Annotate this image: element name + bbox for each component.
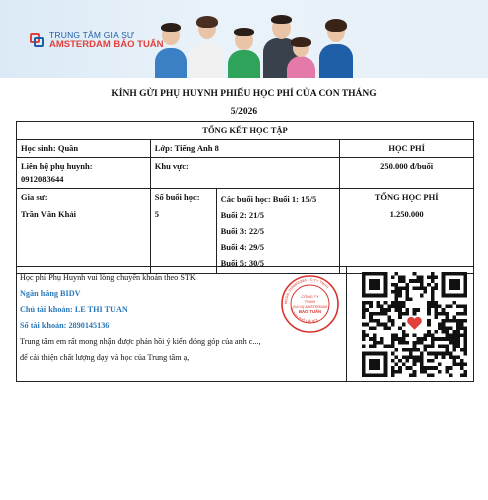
stamp-line-1: CÔNG TY [301,295,319,299]
account-number: Số tài khoản: 2890145136 [20,321,110,330]
fee-header: HỌC PHÍ [340,140,474,158]
session-date: Buổi 2: 21/5 [220,210,265,220]
total-value: 1.250.000 [389,209,424,219]
logo-line-1: TRUNG TÂM GIA SƯ [49,30,135,40]
company-stamp [280,274,340,334]
total-label: TỔNG HỌC PHÍ [374,192,439,202]
session-count-cell [150,189,216,274]
student-name: Học sinh: Quân [17,140,151,158]
session-dates [216,189,340,274]
center-logo [30,30,164,50]
banner-people-photo [155,15,355,78]
stamp-ring-text: MSDN: 0108665886 - C.TY TNHH [283,277,330,305]
logo-line-2: AMSTERDAM BẢO TUẤN [49,39,164,50]
total-fee-cell [340,189,474,274]
stamp-bottom-text: THÀNH PHỐ HÀ NỘI [289,306,319,324]
sessions-label: Số buổi học: [154,192,200,202]
document-month: 5/2026 [230,107,258,117]
class-name: Lớp: Tiếng Anh 8 [150,140,340,158]
fee-per-session: 250.000 đ/buổi [340,158,474,189]
parent-contact [17,158,151,189]
payment-qr-code [362,272,467,377]
bank-name: Ngân hàng BIDV [20,289,81,298]
document-title: KÍNH GỬI PHỤ HUYNH PHIẾU HỌC PHÍ CỦA CON THÁNG [111,89,377,99]
session-date: Buổi 5: 30/5 [220,258,265,268]
stamp-line-3: GIA SƯ AMSTERDAM [292,305,328,309]
contact-label: Liên hệ phụ huynh: [21,161,93,171]
tutor-label: Gia sư: [21,192,48,202]
tuition-summary-table [16,121,474,274]
account-holder: Chủ tài khoản: LE THI TUAN [20,305,128,314]
sessions-count: 5 [154,209,159,219]
session-date: Buổi 3: 22/5 [220,226,265,236]
header-banner [0,0,488,78]
area: Khu vực: [150,158,340,189]
contact-phone: 0912083644 [21,174,64,184]
tutor-name: Trần Văn Khải [21,209,76,219]
logo-mark-icon [30,33,44,47]
payment-intro: Học phí Phụ Huynh vui lòng chuyển khoản theo STK [20,273,196,282]
payment-section [16,266,474,382]
stamp-line-2: TNHH [304,300,316,304]
feedback-line-1: Trung tâm em rất mong nhận được phản hồi ý kiến đóng góp của anh c..., [20,337,261,346]
section-title: TỔNG KẾT HỌC TẬP [17,122,474,140]
feedback-line-2: để cải thiện chất lượng dạy và học của Trung tâm ạ, [20,353,190,362]
stamp-line-4: BẢO TUẤN [298,309,322,314]
session-date: Các buổi học: Buổi 1: 15/5 [220,194,317,204]
session-date: Buổi 4: 29/5 [220,242,265,252]
tutor [17,189,151,274]
